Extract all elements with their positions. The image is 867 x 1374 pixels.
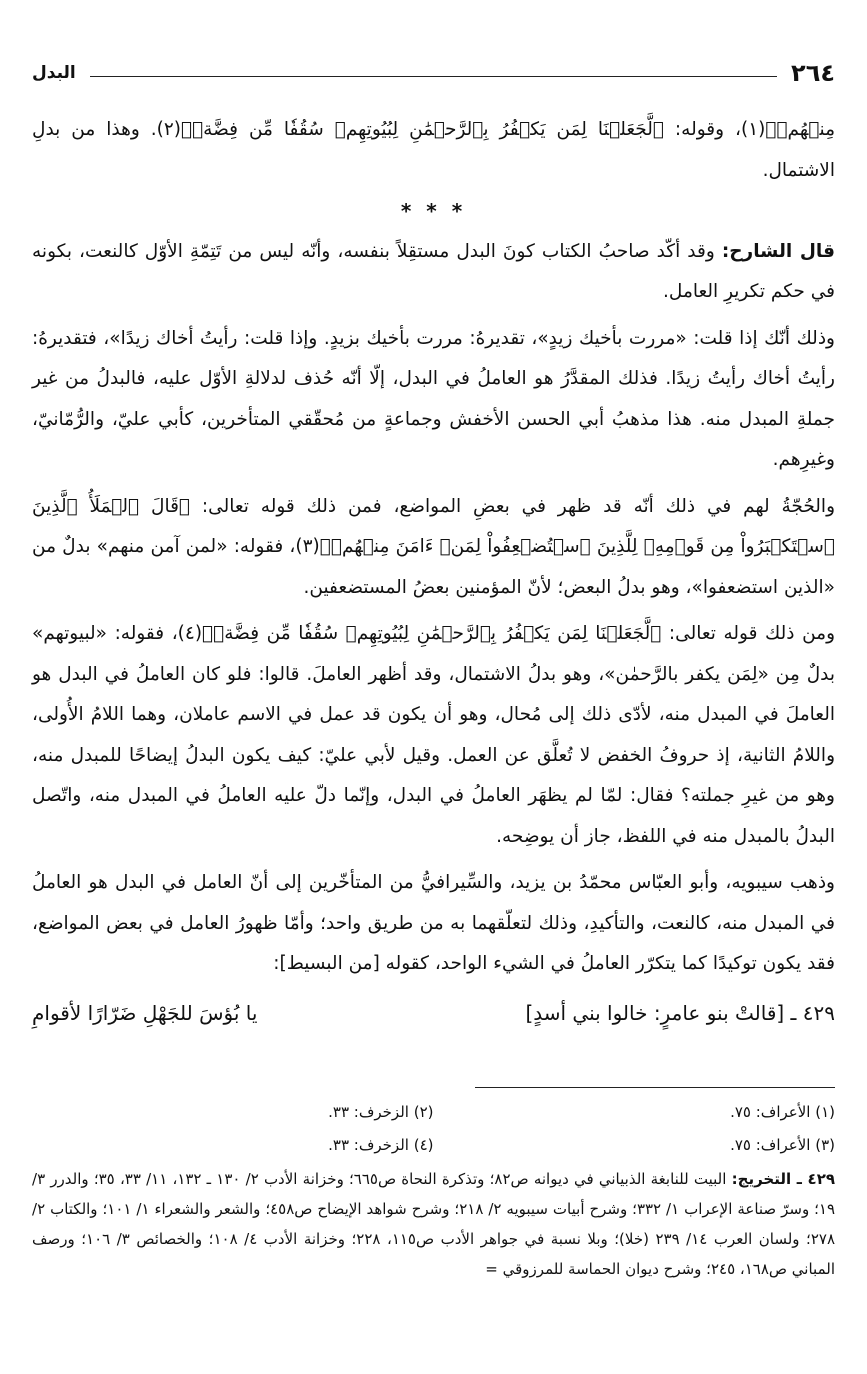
page-number: ٢٦٤ [791, 59, 835, 87]
page-header [32, 58, 835, 88]
section-separator: * * * [400, 199, 467, 223]
commentator-label: قال الشارح: [721, 240, 835, 262]
poem-first-hemistich: ٤٢٩ ـ [قالتْ بنو عامرٍ: خالوا بني أسدٍ] [525, 1000, 835, 1025]
paragraph-5: وذهب سيبويه، وأبو العبّاس محمّدُ بن يزيد، والسِّيرافيُّ من المتأخّرين إلى أنّ العامل في البدل هو العاملُ في المبدل منه، كالنعت، والتأكيدِ، وذلك لتعلّقهما به من طريق واحد؛ وأمّا ظهورُ العامل في بعض المواضع، فقد يكون توكيدًا كما يتكرّر العاملُ في الشيء الواحد، كقوله [من البسيط]: [32, 872, 835, 974]
paragraph-3: والحُجّةُ لهم في ذلك أنّه قد ظهر في بعضِ المواضع، فمن ذلك قوله تعالى: ﴿قَالَ ٱلۡمَلَأُ ٱلَّذِينَ ٱسۡتَكۡبَرُواْ مِن قَوۡمِهِۦ لِلَّذِينَ ٱسۡتُضۡعِفُواْ لِمَنۡ ءَامَنَ مِنۡهُمۡ﴾(٣)، فقوله: «لمن آمن منهم» بدلٌ من «الذين استضعفوا»، وهو بدلُ البعض؛ لأنّ المؤمنين بعضُ المستضعفين. [32, 495, 835, 598]
chapter-title: البدل [32, 63, 76, 83]
footnote-1: (١) الأعراف: ٧٥. [730, 1103, 835, 1121]
poem-second-hemistich: يا بُؤسَ للجَهْلِ ضَرّارًا لأقوامِ [32, 1000, 258, 1025]
takhrij-label: ٤٢٩ ـ التخريج: [731, 1170, 836, 1188]
header-rule [90, 76, 777, 77]
footnote-row [32, 1129, 835, 1162]
takhrij-text: البيت للنابغة الذبياني في ديوانه ص٨٢؛ وتذكرة النحاة ص٦٦٥؛ وخزانة الأدب ٢/ ١٣٠ ـ ١٣٢، ١١/ ٣٣، ٣٥؛ والدرر ٣/ ١٩؛ وسرّ صناعة الإعراب ١/ ٣٣٢؛ وشرح أبيات سيبويه ٢/ ٢١٨؛ وشرح شواهد الإيضاح ص٤٥٨؛ والشعر والشعراء ١/ ١٠١؛ والكتاب ٢/ ٢٧٨؛ ولسان العرب ١٤/ ٢٣٩ (خلا)؛ وبلا نسبة في جواهر الأدب ص١١٥، ٢٢٨؛ وخزانة الأدب ٤/ ١٠٨؛ والخصائص ٣/ ١٠٦؛ ورصف المباني ص١٦٨، ٢٤٥؛ وشرح ديوان الحماسة للمرزوقي = [32, 1170, 836, 1278]
footnote-3: (٣) الأعراف: ٧٥. [730, 1136, 835, 1154]
paragraph-4: ومن ذلك قوله تعالى: ﴿لَّجَعَلۡنَا لِمَن يَكۡفُرُ بِٱلرَّحۡمَٰنِ لِبُيُوتِهِمۡ سُقُفٗا مِّن فِضَّةٖ﴾(٤)، فقوله: «لبيوتهم» بدلٌ مِن «لِمَن يكفر بالرَّحمٰن»، وهو بدلُ الاشتمال، وقد أظهر العاملَ. قالوا: فلو كان العاملُ في البدل هو العاملَ في المبدل منه، لأدّى ذلك إلى مُحال، وهو أن يكون قد عمل في الاسم عاملان، وهما اللامُ الأُولى، واللامُ الثانية، إذ حروفُ الخفض لا تُعلَّق عن العمل. وقيل لأبي عليّ: كيف يكون البدلُ إيضاحًا للمبدل منه، وهو من غيرِ جملته؟ فقال: لمّا لم يظهَر العاملُ في البدل، وإنّما دلّ عليه العاملُ في المبدل منه، واتّصل البدلُ بالمبدل منه في اللفظ، جاز أن يوضِحه. [32, 623, 836, 847]
footnote-2: (٢) الزخرف: ٣٣. [328, 1103, 434, 1121]
footnote-rule [475, 1087, 835, 1088]
takhrij-note [32, 1164, 835, 1284]
poem-verse [32, 993, 835, 1034]
footnote-4: (٤) الزخرف: ٣٣. [328, 1136, 434, 1154]
footnote-row [32, 1096, 835, 1129]
main-text [32, 110, 835, 1033]
paragraph-opening: مِنۡهُمۡ﴾(١)، وقوله: ﴿لَّجَعَلۡنَا لِمَن يَكۡفُرُ بِٱلرَّحۡمَٰنِ لِبُيُوتِهِمۡ سُقُفٗا مِّن فِضَّةٖ﴾(٢). وهذا من بدلِ الاشتمال. [32, 119, 835, 181]
footnotes [32, 1096, 835, 1284]
paragraph-2: وذلك أنّك إذا قلت: «مررت بأخيك زيدٍ»، تقديرهُ: مررت بأخيك بزيدٍ. وإذا قلت: رأيتُ أخاك زيدًا»، فتقديرهُ: رأيتُ أخاك رأيتُ زيدًا. فذلك المقدَّرُ هو العاملُ في البدل، إلّا أنّه حُذف لدلالةِ الأوّل عليه، فالبدلُ من غير جملةِ المبدل منه. هذا مذهبُ أبي الحسن الأخفش وجماعةٍ من مُحقّقي المتأخرين، كأبي عليّ، والرُّمّانيّ، وغيرِهم. [32, 327, 835, 470]
commentator-text: وقد أكّد صاحبُ الكتاب كونَ البدل مستقِلاً بنفسه، وأنّه ليس من تَتِمّةِ الأوّل كالنعت، بكونه في حكم تكريرِ العامل. [32, 240, 835, 302]
paragraph-commentator [32, 232, 835, 313]
